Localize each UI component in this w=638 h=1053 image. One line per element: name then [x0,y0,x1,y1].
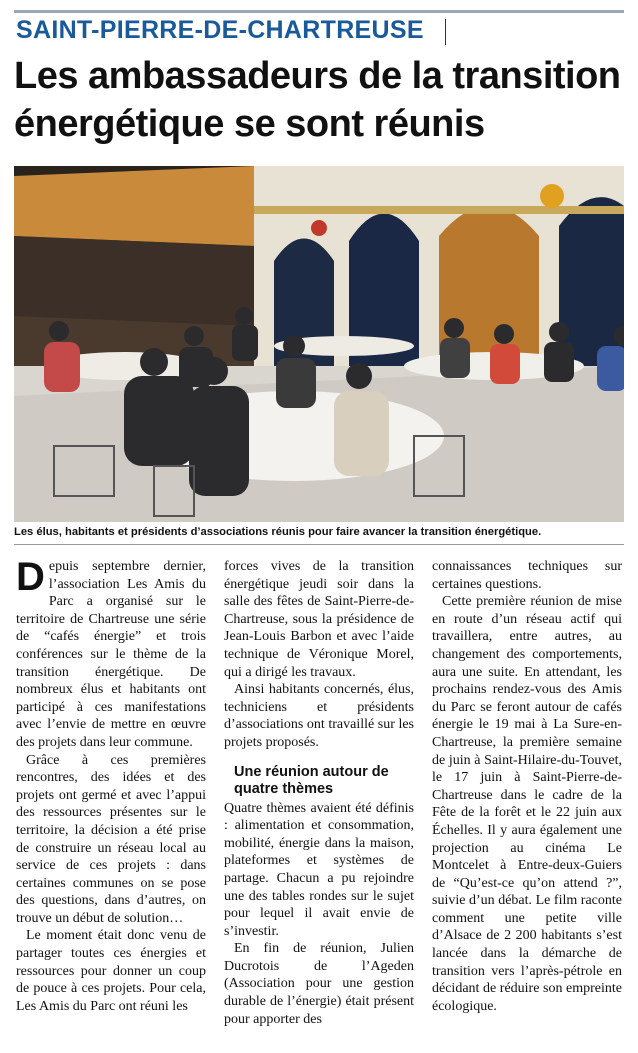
article-photo [14,166,624,522]
article-column-1 [16,555,206,1015]
top-rule [14,10,624,13]
paragraph: En fin de réunion, Julien Ducrotois de l’Ageden (Association pour une gestion durable de l’énergie) était présent pour apporter des [224,941,414,1027]
photo-caption: Les élus, habitants et présidents d’associations réunis pour faire avancer la transition énergétique. [14,526,542,538]
article-headline: Les ambassadeurs de la transition énergétique se sont réunis [14,55,621,145]
section-rubric: SAINT-PIERRE-DE-CHARTREUSE [16,16,424,44]
paragraph: Le moment était donc venu de partager toutes ces énergies et ressources pour donner un coup de pouce à ces projets. Pour cela, Les Amis du Parc ont réuni les [16,928,206,1014]
article-column-2 [224,558,414,1028]
paragraph: Cette première réunion de mise en route d’un réseau actif qui travaillera, entre autres, au changement des comportements, aura une suite. En attendant, les prochains rendez-vous des Amis du Parc se feront autour de cafés énergie le 19 mai à La Sure-en-Chartreuse, la première semaine de juin à Saint-Hilaire-du-Touvet, le 17 juin à Saint-Pierre-de-Chartreuse dans le cadre de la Fête de la forêt et le 22 juin aux Échelles. Il y aura également une projection au cinéma Le Montcelet à Entre-deux-Guiers de “Qu’est-ce qu’on attend ?”, suivie d’un débat. Le film raconte comment une petite ville d’Alsace de 2 200 habitants s’est lancée dans la démarche de transition vers l’après-pétrole en décidant de réduire son empreinte écologique. [432,594,622,1014]
drop-cap: D [16,555,45,599]
caption-rule [14,544,624,545]
paragraph: Grâce à ces premières rencontres, des idées et des projets ont germé et avec l’appui des ressources présentes sur le territoire, la décision a été prise de construire un réseau local au service de ces projets : dans certaines communes on se pose des questions, dans d’autres, on trouve un début de solution… [16,752,206,926]
paragraph: Quatre thèmes avaient été définis : alimentation et consommation, mobilité, énergie dans la maison, plateformes et systèmes de partage. Chacun a pu rejoindre une des tables rondes sur le sujet pour lequel il avait envie de s’investir. [224,800,414,939]
paragraph: forces vives de la transition énergétique jeudi soir dans la salle des fêtes de Saint-Pierre-de-Chartreuse, sous la présidence de Jean-Louis Barbon et avec l’aide technique de Véronique Morel, qui a dirigé les travaux. [224,559,414,680]
meeting-hall-illustration [14,166,624,522]
paragraph: Depuis septembre dernier, l’association Les Amis du Parc a organisé sur le territoire de Chartreuse une série de “cafés énergie” et trois conférences sur le thème de la transition énergétique. De nombreux élus et habitants ont participé à ces manifestations avec l’envie de mettre en œuvre des projets dans leur commune. [16,555,206,750]
paragraph: connaissances techniques sur certaines questions. [432,559,622,592]
rubric-divider [445,19,446,45]
article-column-3 [432,558,622,1015]
paragraph: Ainsi habitants concernés, élus, techniciens et présidents d’associations ont travaillé sur les projets proposés. [224,682,414,750]
article-subhead: Une réunion autour de quatre thèmes [234,763,389,797]
